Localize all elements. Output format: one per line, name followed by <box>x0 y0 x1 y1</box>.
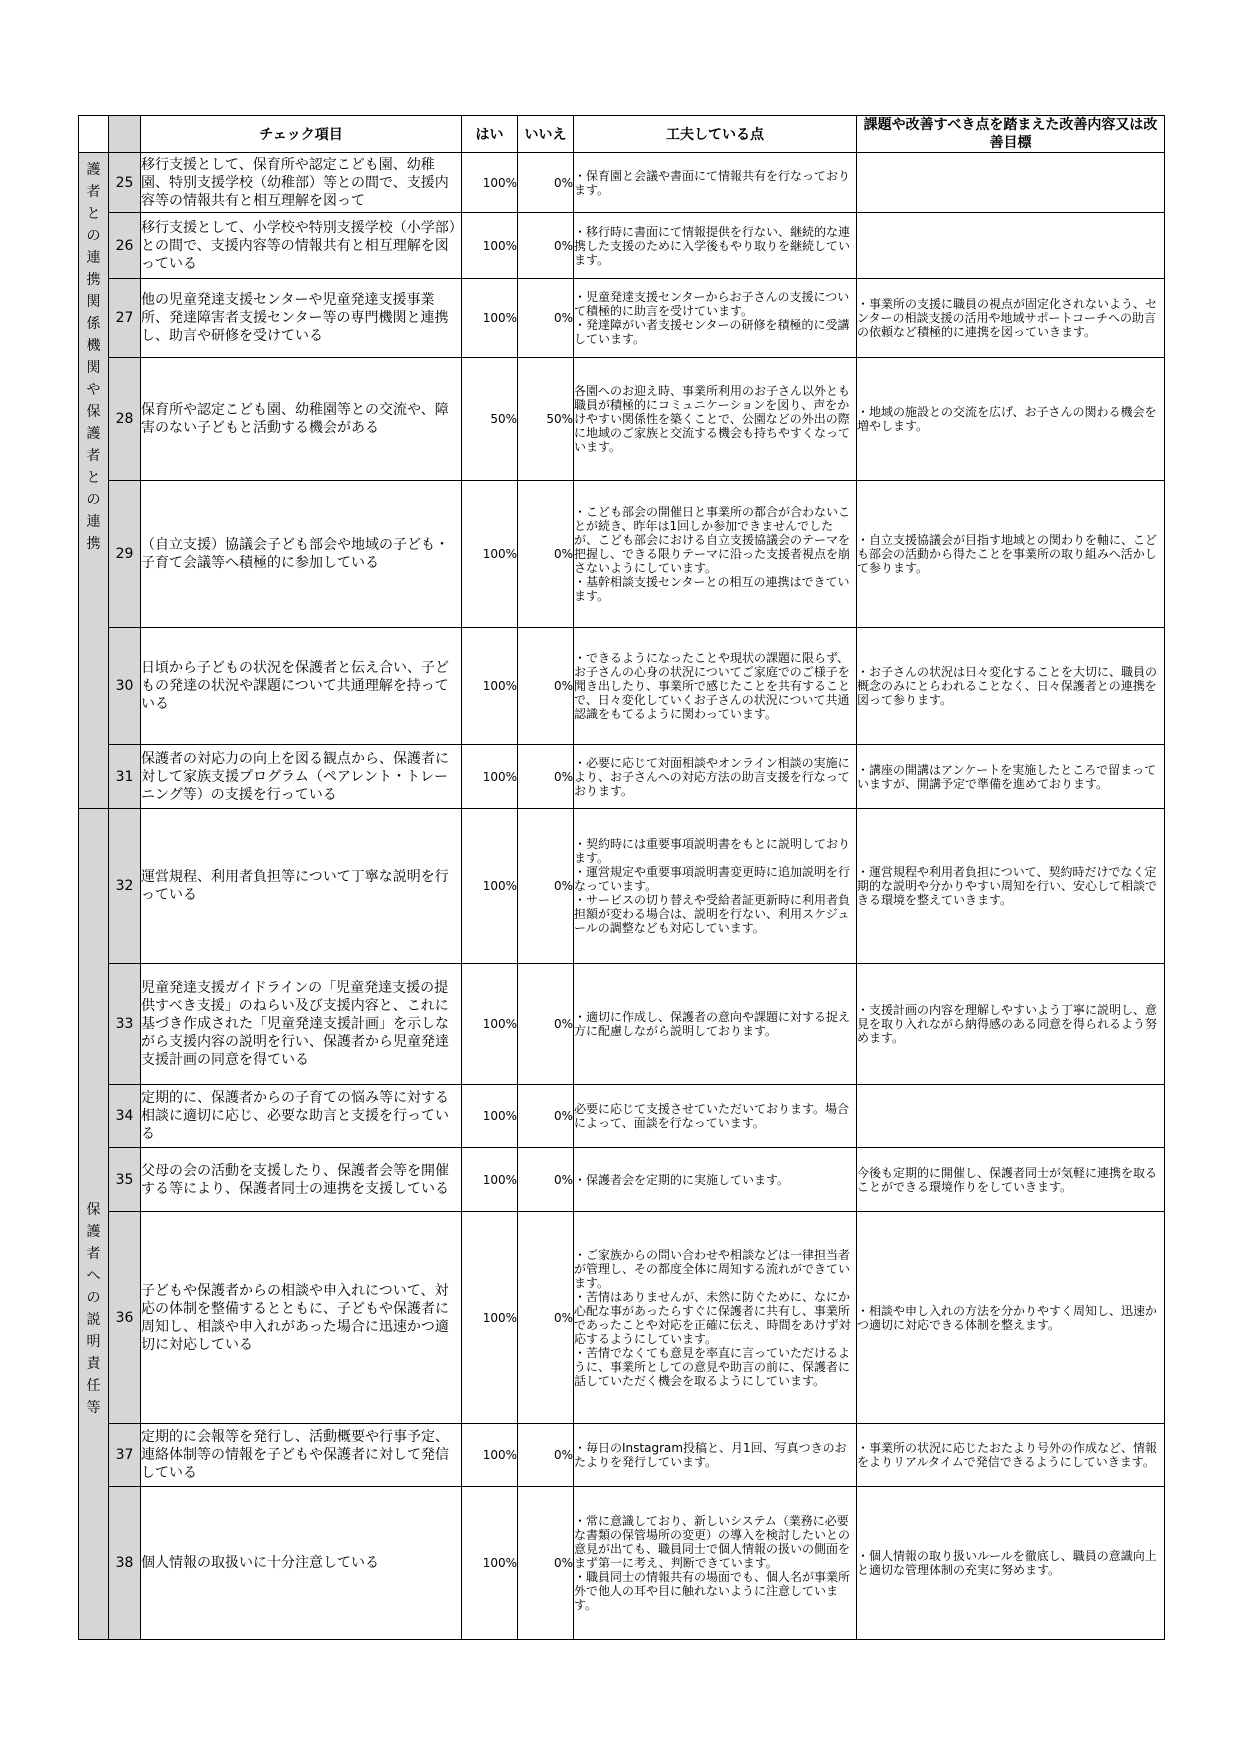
header-improvement: 課題や改善すべき点を踏まえた改善内容又は改善目標 <box>857 116 1165 153</box>
table-row <box>79 213 1165 279</box>
improve-text: ・運営規程や利用者負担について、契約時だけでなく定期的な説明や分かりやすい周知を行い、安心して相談できる環境を整えていきます。 <box>857 809 1165 964</box>
effort-text: ・保育園と会議や書面にて情報共有を行なっております。 <box>574 153 857 213</box>
section-label: 保護者への説明責任等 <box>79 809 109 1640</box>
row-number: 27 <box>109 279 141 358</box>
row-number: 36 <box>109 1212 141 1424</box>
table-row <box>79 964 1165 1085</box>
no-percent: 0% <box>518 1085 574 1148</box>
table-row <box>79 1148 1165 1212</box>
improve-text <box>857 1085 1165 1148</box>
improve-text <box>857 213 1165 279</box>
table-row <box>79 481 1165 628</box>
yes-percent: 100% <box>462 1212 518 1424</box>
check-item: 移行支援として、保育所や認定こども園、幼稚園、特別支援学校（幼稚部）等との間で、支援内容等の情報共有と相互理解を図って <box>141 153 462 213</box>
table-row <box>79 358 1165 481</box>
check-item: 他の児童発達支援センターや児童発達支援事業所、発達障害者支援センター等の専門機関と連携し、助言や研修を受けている <box>141 279 462 358</box>
improve-text: ・支援計画の内容を理解しやすいよう丁寧に説明し、意見を取り入れながら納得感のある同意を得られるよう努めます。 <box>857 964 1165 1085</box>
no-percent: 0% <box>518 153 574 213</box>
yes-percent: 100% <box>462 628 518 745</box>
header-yes: はい <box>462 116 518 153</box>
row-number: 26 <box>109 213 141 279</box>
effort-text: 必要に応じて支援させていただいております。場合によって、面談を行なっています。 <box>574 1085 857 1148</box>
section-label: 護者との連携関係機関や保護者との連携 <box>79 153 109 809</box>
effort-text: ・毎日のInstagram投稿と、月1回、写真つきのおたよりを発行しています。 <box>574 1424 857 1487</box>
table-row <box>79 1424 1165 1487</box>
yes-percent: 100% <box>462 1148 518 1212</box>
effort-text: ・できるようになったことや現状の課題に限らず、お子さんの心身の状況についてご家庭でのご様子を聞き出したり、事業所で感じたことを共有することで、日々変化していくお子さんの状況について共通認識をもてるように関わっています。 <box>574 628 857 745</box>
effort-text: ・適切に作成し、保護者の意向や課題に対する捉え方に配慮しながら説明しております。 <box>574 964 857 1085</box>
effort-text: ・ご家族からの問い合わせや相談などは一律担当者が管理し、その都度全体に周知する流れができています。 ・苦情はありませんが、未然に防ぐために、なにか心配な事があったらすぐに保護者に共有し、事業所であったことや対応を正確に伝え、時間をあけず対応するようにしています。 ・苦情でなくても意見を率直に言っていただけるように、事業所としての意見や助言の前に、保護者に話していただく機会を取るようにしています。 <box>574 1212 857 1424</box>
check-item: 運営規程、利用者負担等について丁寧な説明を行っている <box>141 809 462 964</box>
no-percent: 0% <box>518 964 574 1085</box>
table-row <box>79 153 1165 213</box>
effort-text: ・こども部会の開催日と事業所の都合が合わないことが続き、昨年は1回しか参加できませんでしたが、こども部会における自立支援協議会のテーマを把握し、できる限りテーマに沿った支援者視点を崩さないようにしています。 ・基幹相談支援センターとの相互の連携はできています。 <box>574 481 857 628</box>
improve-text: ・自立支援協議会が目指す地域との関わりを軸に、こども部会の活動から得たことを事業所の取り組みへ活かして参ります。 <box>857 481 1165 628</box>
improve-text: ・個人情報の取り扱いルールを徹底し、職員の意識向上と適切な管理体制の充実に努めます。 <box>857 1487 1165 1640</box>
row-number: 30 <box>109 628 141 745</box>
no-percent: 0% <box>518 1148 574 1212</box>
no-percent: 50% <box>518 358 574 481</box>
yes-percent: 100% <box>462 153 518 213</box>
check-item: 定期的に、保護者からの子育ての悩み等に対する相談に適切に応じ、必要な助言と支援を行っている <box>141 1085 462 1148</box>
yes-percent: 100% <box>462 279 518 358</box>
yes-percent: 100% <box>462 964 518 1085</box>
check-item: 移行支援として、小学校や特別支援学校（小学部）との間で、支援内容等の情報共有と相互理解を図っている <box>141 213 462 279</box>
header-blank <box>79 116 109 153</box>
table-row <box>79 809 1165 964</box>
header-efforts: 工夫している点 <box>574 116 857 153</box>
table-row <box>79 1487 1165 1640</box>
check-item: 保護者の対応力の向上を図る観点から、保護者に対して家族支援プログラム（ペアレント・トレーニング等）の支援を行っている <box>141 745 462 809</box>
yes-percent: 100% <box>462 213 518 279</box>
no-percent: 0% <box>518 213 574 279</box>
table-row <box>79 1085 1165 1148</box>
row-number: 28 <box>109 358 141 481</box>
improve-text: 今後も定期的に開催し、保護者同士が気軽に連携を取ることができる環境作りをしていきます。 <box>857 1148 1165 1212</box>
yes-percent: 100% <box>462 809 518 964</box>
no-percent: 0% <box>518 279 574 358</box>
yes-percent: 100% <box>462 1085 518 1148</box>
yes-percent: 100% <box>462 1487 518 1640</box>
header-row <box>79 116 1165 153</box>
check-item: 父母の会の活動を支援したり、保護者会等を開催する等により、保護者同士の連携を支援している <box>141 1148 462 1212</box>
row-number: 32 <box>109 809 141 964</box>
improve-text: ・お子さんの状況は日々変化することを大切に、職員の概念のみにとらわれることなく、日々保護者との連携を図って参ります。 <box>857 628 1165 745</box>
yes-percent: 50% <box>462 358 518 481</box>
row-number: 35 <box>109 1148 141 1212</box>
effort-text: ・契約時には重要事項説明書をもとに説明しております。 ・運営規定や重要事項説明書変更時に追加説明を行なっています。 ・サービスの切り替えや受給者証更新時に利用者負担額が変わる場合は、説明を行ない、利用スケジュールの調整なども対応しています。 <box>574 809 857 964</box>
check-item: 日頃から子どもの状況を保護者と伝え合い、子どもの発達の状況や課題について共通理解を持っている <box>141 628 462 745</box>
check-item: 保育所や認定こども園、幼稚園等との交流や、障害のない子どもと活動する機会がある <box>141 358 462 481</box>
check-item: 児童発達支援ガイドラインの「児童発達支援の提供すべき支援」のねらい及び支援内容と、これに基づき作成された「児童発達支援計画」を示しながら支援内容の説明を行い、保護者から児童発達支援計画の同意を得ている <box>141 964 462 1085</box>
header-no: いいえ <box>518 116 574 153</box>
improve-text: ・事業所の支援に職員の視点が固定化されないよう、センターの相談支援の活用や地域サポートコーチへの助言の依頼など積極的に連携を図っていきます。 <box>857 279 1165 358</box>
no-percent: 0% <box>518 809 574 964</box>
no-percent: 0% <box>518 1424 574 1487</box>
yes-percent: 100% <box>462 1424 518 1487</box>
improve-text: ・事業所の状況に応じたおたより号外の作成など、情報をよりリアルタイムで発信できるようにしていきます。 <box>857 1424 1165 1487</box>
effort-text: ・常に意識しており、新しいシステム（業務に必要な書類の保管場所の変更）の導入を検討したいとの意見が出ても、職員同士で個人情報の扱いの側面をまず第一に考え、判断できています。 ・職員同士の情報共有の場面でも、個人名が事業所外で他人の耳や目に触れないように注意しています。 <box>574 1487 857 1640</box>
row-number: 38 <box>109 1487 141 1640</box>
improve-text: ・地域の施設との交流を広げ、お子さんの関わる機会を増やします。 <box>857 358 1165 481</box>
row-number: 33 <box>109 964 141 1085</box>
header-check-item: チェック項目 <box>141 116 462 153</box>
effort-text: ・児童発達支援センターからお子さんの支援について積極的に助言を受けています。 ・発達障がい者支援センターの研修を積極的に受講しています。 <box>574 279 857 358</box>
row-number: 29 <box>109 481 141 628</box>
no-percent: 0% <box>518 1487 574 1640</box>
effort-text: ・移行時に書面にて情報提供を行ない、継続的な連携した支援のために入学後もやり取りを継続しています。 <box>574 213 857 279</box>
no-percent: 0% <box>518 1212 574 1424</box>
header-no-blank <box>109 116 141 153</box>
evaluation-table <box>78 115 1165 1640</box>
yes-percent: 100% <box>462 745 518 809</box>
improve-text: ・相談や申し入れの方法を分かりやすく周知し、迅速かつ適切に対応できる体制を整えます。 <box>857 1212 1165 1424</box>
table-row <box>79 1212 1165 1424</box>
improve-text: ・講座の開講はアンケートを実施したところで留まっていますが、開講予定で準備を進めております。 <box>857 745 1165 809</box>
check-item: 個人情報の取扱いに十分注意している <box>141 1487 462 1640</box>
check-item: 定期的に会報等を発行し、活動概要や行事予定、連絡体制等の情報を子どもや保護者に対して発信している <box>141 1424 462 1487</box>
row-number: 25 <box>109 153 141 213</box>
check-item: 子どもや保護者からの相談や申入れについて、対応の体制を整備するとともに、子どもや保護者に周知し、相談や申入れがあった場合に迅速かつ適切に対応している <box>141 1212 462 1424</box>
no-percent: 0% <box>518 628 574 745</box>
yes-percent: 100% <box>462 481 518 628</box>
table-row <box>79 745 1165 809</box>
improve-text <box>857 153 1165 213</box>
effort-text: 各園へのお迎え時、事業所利用のお子さん以外とも職員が積極的にコミュニケーションを図り、声をかけやすい関係性を築くことで、公園などの外出の際に地域のご家族と交流する機会も持ちやすくなっています。 <box>574 358 857 481</box>
row-number: 37 <box>109 1424 141 1487</box>
check-item: （自立支援）協議会子ども部会や地域の子ども・子育て会議等へ積極的に参加している <box>141 481 462 628</box>
row-number: 31 <box>109 745 141 809</box>
row-number: 34 <box>109 1085 141 1148</box>
effort-text: ・保護者会を定期的に実施しています。 <box>574 1148 857 1212</box>
no-percent: 0% <box>518 745 574 809</box>
table-row <box>79 279 1165 358</box>
no-percent: 0% <box>518 481 574 628</box>
effort-text: ・必要に応じて対面相談やオンライン相談の実施により、お子さんへの対応方法の助言支援を行なっております。 <box>574 745 857 809</box>
table-row <box>79 628 1165 745</box>
